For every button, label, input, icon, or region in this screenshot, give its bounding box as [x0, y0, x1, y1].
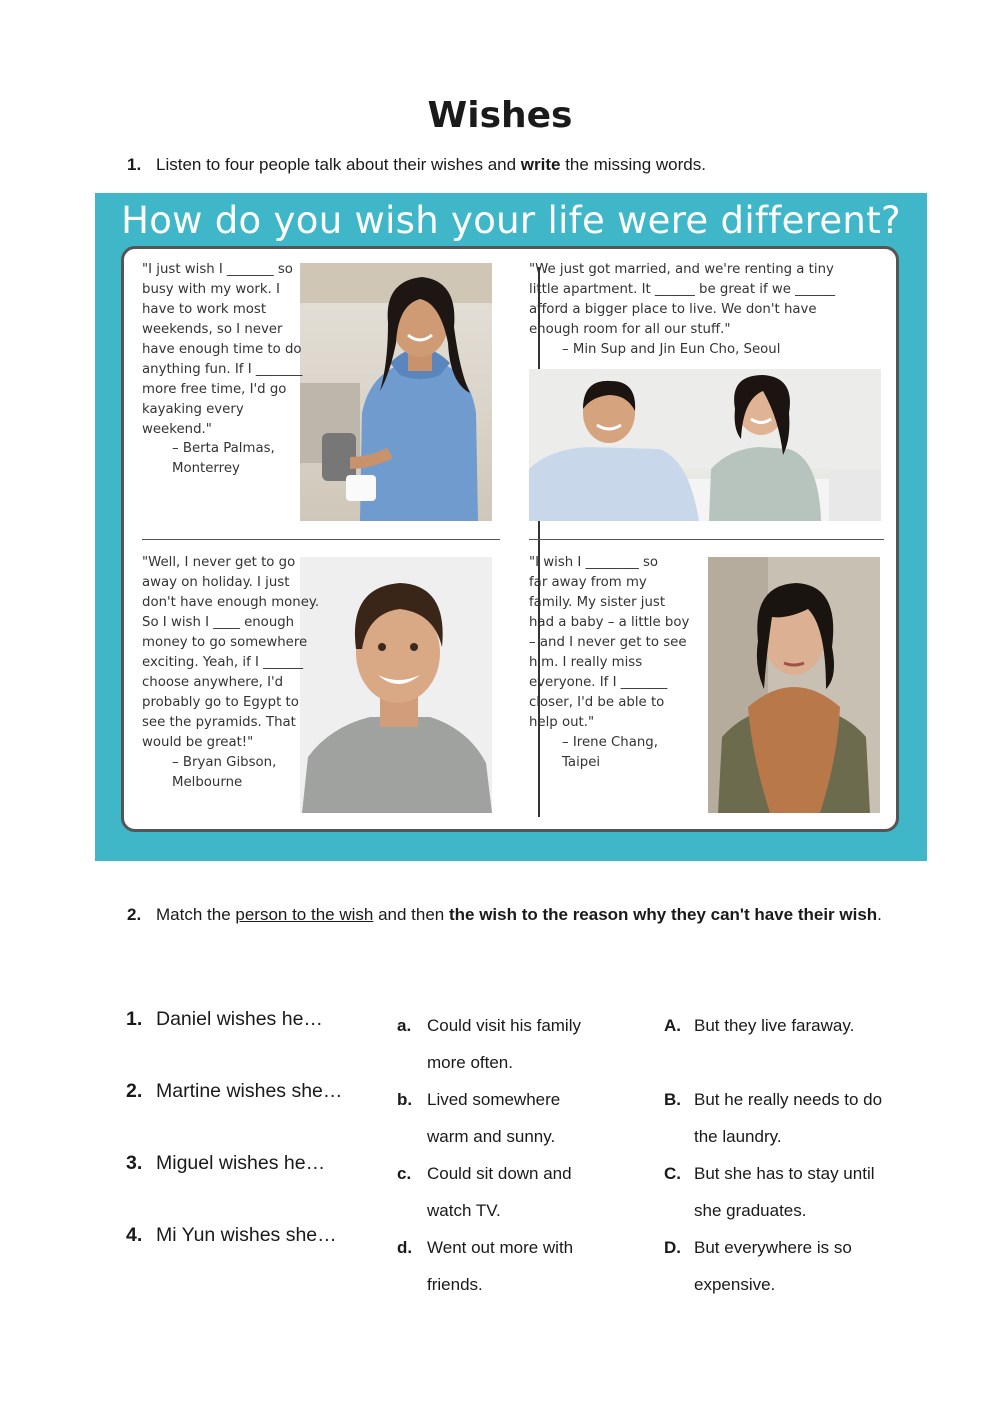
woman-scarf-illustration [708, 557, 880, 813]
quotes-card [121, 246, 899, 832]
panel-heading: How do you wish your life were different? [121, 199, 901, 242]
option-text: But she has to stay until she graduates. [694, 1164, 875, 1220]
instruction-text: and then [373, 905, 449, 924]
person-item [126, 1080, 342, 1103]
horizontal-divider [529, 539, 884, 540]
option-text: But everywhere is so expensive. [694, 1238, 852, 1294]
item-text: Mi Yun wishes she… [156, 1224, 337, 1246]
photo-irene [708, 557, 880, 813]
item-number: 4. [126, 1224, 143, 1246]
quote-irene: "I wish I ________ so far away from my family. My sister just had a baby – a little boy – and I never get to see him. I really miss everyone. If I _______ closer, I'd be able to help out." [529, 555, 690, 730]
person-item [126, 1008, 323, 1031]
item-text: Daniel wishes he… [156, 1008, 323, 1030]
person-item [126, 1152, 325, 1175]
instruction-2 [127, 902, 907, 928]
textbook-panel [95, 193, 927, 861]
instruction-text: Match the [156, 905, 236, 924]
photo-cho-couple [529, 369, 881, 521]
option-letter: D. [664, 1238, 681, 1257]
item-number: 2. [126, 1080, 143, 1102]
option-text: Could sit down and watch TV. [427, 1164, 572, 1220]
option-letter: c. [397, 1164, 412, 1183]
option-text: Went out more with friends. [427, 1238, 574, 1294]
option-text: Lived somewhere warm and sunny. [427, 1090, 561, 1146]
woman-barista-illustration [300, 263, 492, 521]
author-berta: – Berta Palmas, Monterrey [172, 441, 275, 476]
person-item [126, 1224, 337, 1247]
option-letter: C. [664, 1164, 681, 1183]
photo-berta [300, 263, 492, 521]
option-letter: a. [397, 1016, 412, 1035]
instruction-text: Listen to four people talk about their wishes and [156, 155, 521, 174]
item-number: 3. [126, 1152, 143, 1174]
quote-bryan: "Well, I never get to go away on holiday. I just don't have enough money. So I wish I ____ enough money to go somewhere exciting. Yeah, if I ______ choose anywhere, I'd probably go to Egypt to see the pyramids. That would be great!" [142, 555, 320, 750]
option-text: But they live faraway. [694, 1016, 855, 1035]
author-cho: – Min Sup and Jin Eun Cho, Seoul [562, 342, 781, 357]
option-letter: d. [397, 1238, 413, 1257]
instruction-bold: the wish to the reason why they can't have their wish [448, 905, 878, 924]
instruction-underline: person to the wish [235, 905, 374, 924]
instruction-1 [127, 152, 706, 178]
instruction-text: the missing words. [560, 155, 706, 174]
item-number: 1. [126, 1008, 143, 1030]
instruction-number: 1. [127, 155, 142, 174]
option-text: But he really needs to do the laundry. [694, 1090, 883, 1146]
page-title: Wishes [427, 95, 573, 136]
option-letter: B. [664, 1090, 681, 1109]
quote-cho: "We just got married, and we're renting a tiny little apartment. It ______ be great if we ______ afford a bigger place to live. We don't have enough room for all our stuff." [529, 262, 836, 337]
instruction-number: 2. [127, 905, 142, 924]
instruction-bold: write [520, 155, 561, 174]
option-letter: A. [664, 1016, 681, 1035]
vertical-divider [538, 267, 540, 817]
option-letter: b. [397, 1090, 413, 1109]
author-bryan: – Bryan Gibson, Melbourne [172, 755, 277, 790]
quote-berta: "I just wish I _______ so busy with my work. I have to work most weekends, so I never have enough time to do anything fun. If I _______ more free time, I'd go kayaking every weekend." [142, 262, 303, 437]
couple-illustration [529, 369, 881, 521]
option-text: Could visit his family more often. [427, 1016, 581, 1072]
instruction-text: . [877, 905, 882, 924]
item-text: Martine wishes she… [156, 1080, 343, 1102]
item-text: Miguel wishes he… [156, 1152, 326, 1174]
horizontal-divider [142, 539, 500, 540]
author-irene: – Irene Chang, Taipei [562, 735, 658, 770]
